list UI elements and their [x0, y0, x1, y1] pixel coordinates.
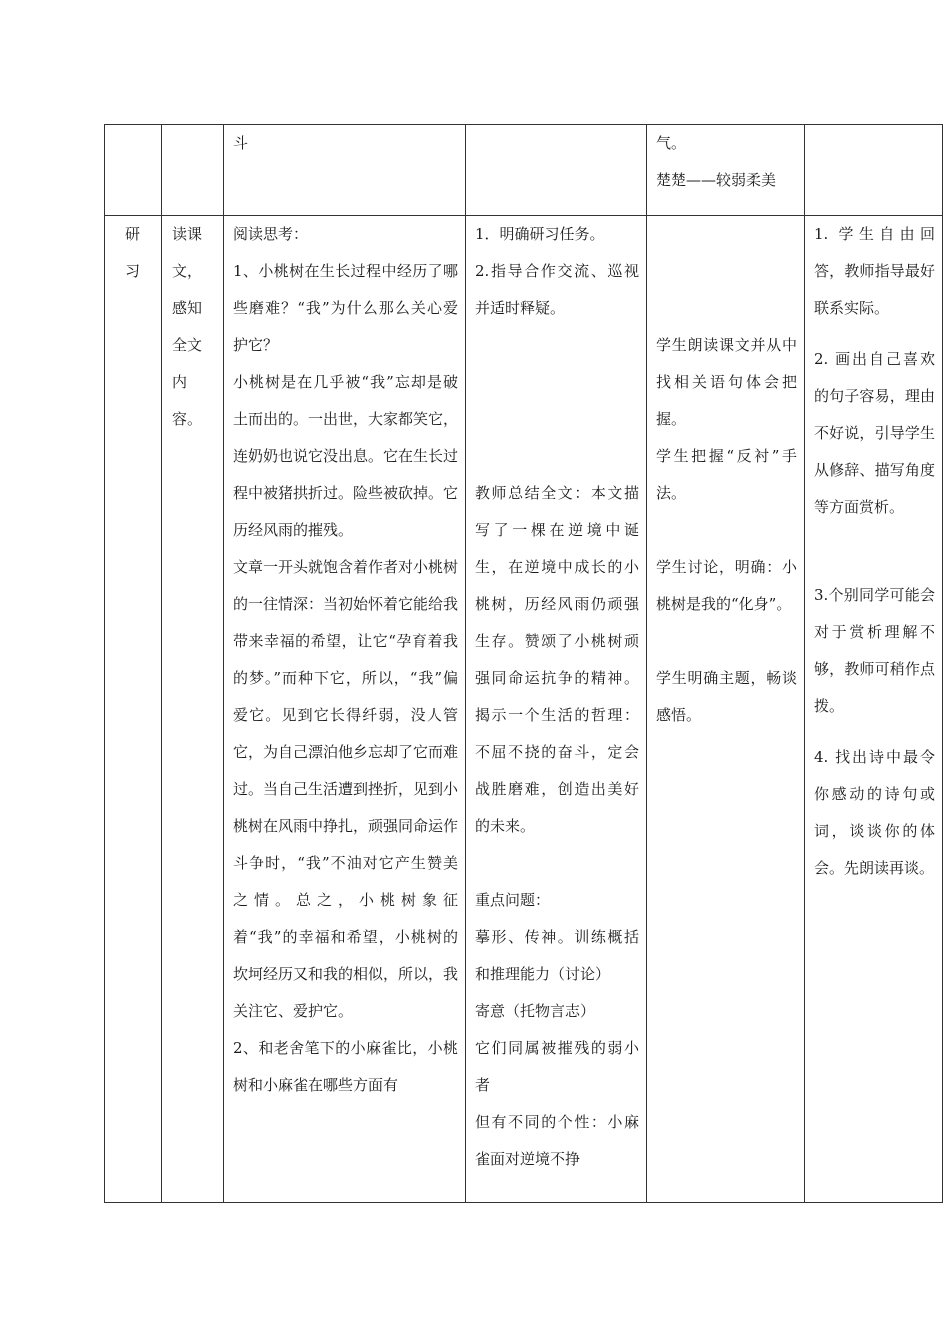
key-title: 重点问题： [475, 891, 551, 909]
cell-notes [805, 216, 943, 1203]
stage-label: 研 [125, 225, 141, 243]
cell-r1-c1 [105, 125, 162, 216]
student-activity-3: 学生讨论，明确：小桃树是我的“化身”。 [656, 558, 797, 613]
cell-r1-c2 [162, 125, 224, 216]
teacher-summary: 教师总结全文：本文描写了一棵在逆境中诞生，在逆境中成长的小桃树，历经风雨仍顽强生存。赞颂了小桃树顽强同命运抗争的精神。揭示一个生活的哲理：不屈不挠的奋斗，定会战胜磨难，创造出美好的未来。 [475, 484, 639, 835]
student-activity-4: 学生明确主题，畅谈感悟。 [656, 669, 797, 724]
continued-text: 气。 [656, 134, 687, 152]
word-explanation: 楚楚——较弱柔美 [656, 171, 777, 189]
cell-teacher [466, 216, 647, 1203]
continued-text: 斗 [233, 134, 249, 152]
goal-text: 感知 [172, 299, 203, 317]
cell-r1-c5 [647, 125, 805, 216]
answer-1b: 文章一开头就饱含着作者对小桃树的一往情深：当初始怀着它能给我带来幸福的希望，让它“孕育着我的梦。”而种下它，所以，“我”偏爱它。见到它长得纤弱，没人管它，为自己漂泊他乡忘却了它而难过。当自己生活遭到挫折，见到小桃树在风雨中挣扎，顽强同命运作斗争时，“我”不油对它产生赞美之情。总之，小桃树象征着“我”的幸福和希望，小桃树的坎坷经历又和我的相似，所以，我关注它、爱护它。 [233, 558, 459, 1020]
content-heading: 阅读思考： [233, 225, 309, 243]
goal-text: 全文 [172, 336, 203, 354]
cell-content [224, 216, 466, 1203]
cell-r1-c4 [466, 125, 647, 216]
note-2: 2. 画出自己喜欢的句子容易，理由不好说，引导学生从修辞、描写角度等方面赏析。 [814, 350, 935, 516]
cell-stage [105, 216, 162, 1203]
question-2: 2、和老舍笔下的小麻雀比，小桃树和小麻雀在哪些方面有 [233, 1039, 458, 1094]
teacher-task-2: 2.指导合作交流、巡视并适时释疑。 [475, 262, 639, 317]
table-row [105, 125, 943, 216]
cell-r1-c6 [805, 125, 943, 216]
note-3: 3.个别同学可能会对于赏析理解不够，教师可稍作点拨。 [814, 586, 935, 715]
goal-text: 内 [172, 373, 188, 391]
answer-1a: 小桃树是在几乎被“我”忘却是破土而出的。一出世，大家都笑它，连奶奶也说它没出息。它在生长过程中被猪拱折过。险些被砍掉。它历经风雨的摧残。 [233, 373, 459, 539]
cell-r1-c3 [224, 125, 466, 216]
goal-text: 读课 [172, 225, 203, 243]
goal-text: 文， [172, 262, 203, 280]
student-activity-1: 学生朗读课文并从中找相关语句体会把握。 [656, 336, 797, 428]
teacher-task-1: 1．明确研习任务。 [475, 225, 605, 243]
key-point-2: 寄意（托物言志） [475, 1002, 596, 1020]
lesson-plan-table [104, 124, 943, 1203]
cell-student [647, 216, 805, 1203]
key-point-4: 但有不同的个性：小麻雀面对逆境不挣 [475, 1113, 639, 1168]
note-4: 4. 找出诗中最令你感动的诗句或词，谈谈你的体会。先朗读再谈。 [814, 748, 935, 877]
key-point-1: 摹形、传神。训练概括和推理能力（讨论） [475, 928, 639, 983]
note-1: 1. 学生自由回答，教师指导最好联系实际。 [814, 225, 935, 317]
goal-text: 容。 [172, 410, 203, 428]
cell-goal [162, 216, 224, 1203]
question-1: 1、小桃树在生长过程中经历了哪些磨难？“我”为什么那么关心爱护它？ [233, 262, 458, 354]
table-row [105, 216, 943, 1203]
key-point-3: 它们同属被摧残的弱小者 [475, 1039, 639, 1094]
student-activity-2: 学生把握“反衬”手法。 [656, 447, 797, 502]
stage-label: 习 [125, 262, 141, 280]
